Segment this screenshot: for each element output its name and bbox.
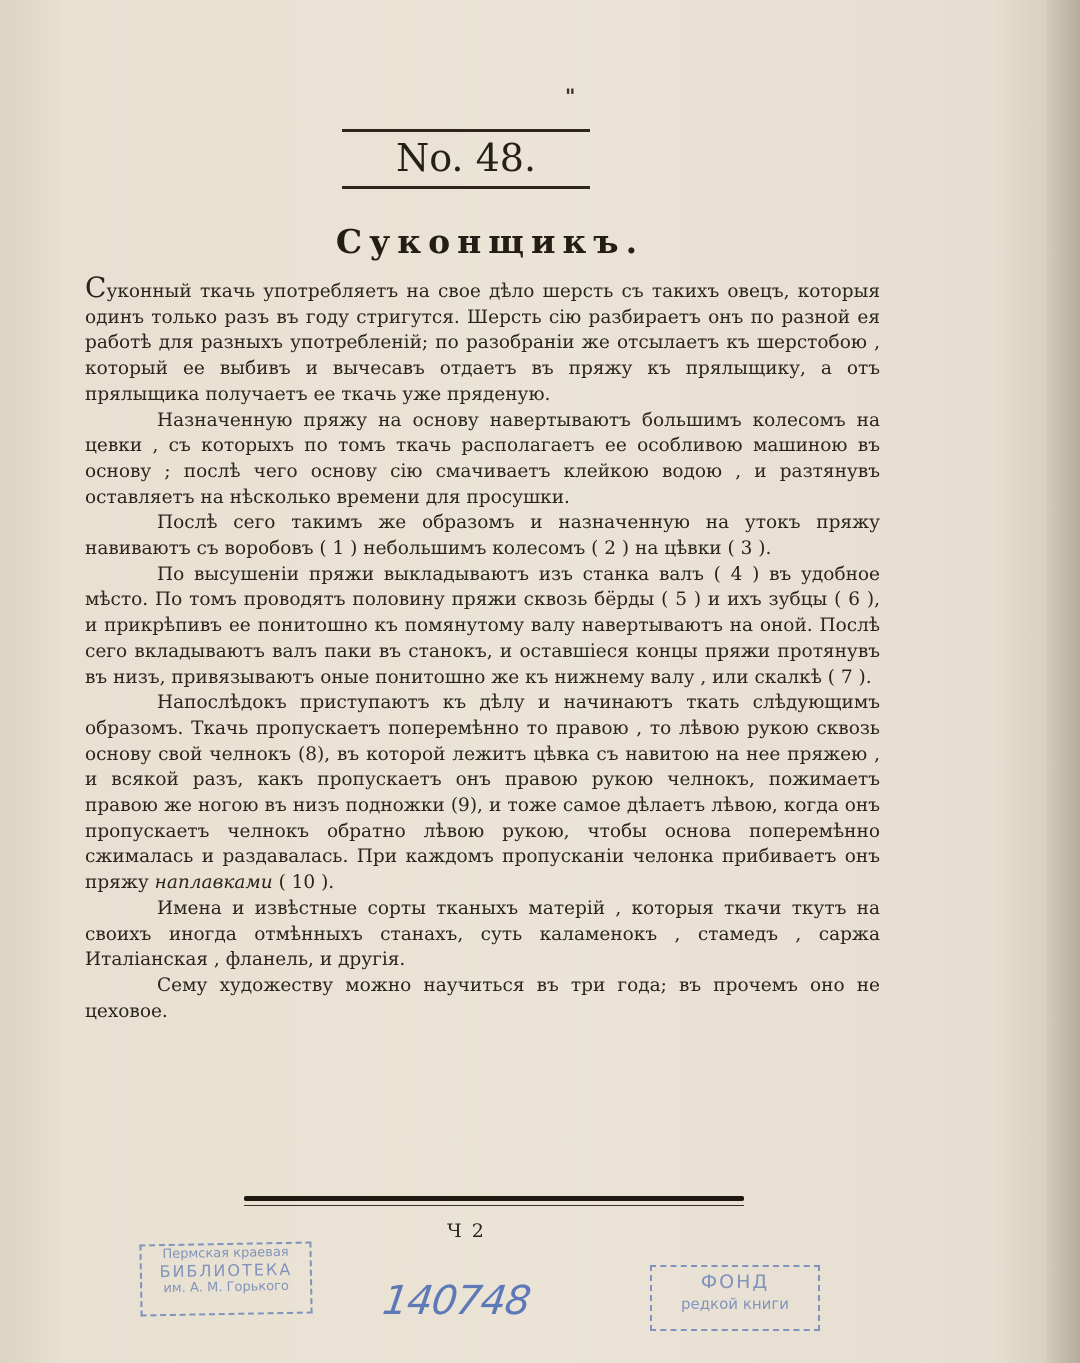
page-number-heading: No. 48. [395, 136, 537, 180]
stamp-line: им. А. М. Горького [163, 1278, 290, 1297]
rare-books-stamp [650, 1265, 820, 1331]
header-rule-bottom [342, 186, 590, 189]
footer-rule-thick [244, 1196, 744, 1201]
page-title: Суконщикъ. [335, 222, 645, 261]
paragraph-text: Напослѣдокъ приступаютъ къ дѣлу и начинаютъ ткать слѣдующимъ образомъ. Ткачь пропускаетъ поперемѣнно то правою , то лѣвою рукою сквозь основу свой челнокъ (8), въ которой лежитъ цѣвка съ навитою на нее пряжею , и всякой разъ, какъ пропускаетъ онъ правою рукою челнокъ, пожимаетъ правою же ногою въ низъ подножки (9), и тоже самое дѣлаетъ лѣвою, когда онъ пропускаетъ челнокъ обратно лѣвою рукою, чтобы основа поперемѣнно сжималась и раздавалась. При каждомъ пропусканіи челонка прибиваетъ онъ пряжу [85, 692, 880, 894]
paragraph-7: Сему художеству можно научиться въ три года; въ прочемъ оно не цеховое. [85, 974, 880, 1022]
paragraph-2: Назначенную пряжу на основу навертываютъ большимъ колесомъ на цевки , съ которыхъ по томъ ткачь располагаетъ ее особливою машиною въ основу ; послѣ чего основу сію смачиваетъ клейкою водою , и разтянувъ оставляетъ на нѣсколько времени для просушки. [85, 409, 880, 508]
drop-cap: С [85, 271, 107, 304]
article-body [85, 271, 880, 1024]
paragraph-3: Послѣ сего такимъ же образомъ и назначенную на утокъ пряжу навиваютъ съ воробовъ ( 1 ) небольшимъ колесомъ ( 2 ) на цѣвки ( 3 ). [85, 512, 880, 560]
page-edge [1046, 0, 1080, 1363]
italic-term: наплавками [154, 872, 273, 894]
paragraph-1 [85, 271, 880, 408]
paragraph-5 [85, 690, 880, 896]
paragraph-text: уконный ткачь употребляетъ на свое дѣло шерсть съ такихъ овецъ, которыя одинъ только разъ въ году стригутся. Шерсть сію разбираетъ онъ по разной ея работѣ для разныхъ употребленій; по разобраніи же отсылаетъ къ шерстобою , который ее выбивъ и вычесавъ отдаетъ въ пряжу къ прялыщику, а отъ прялыщика получаетъ ее ткачь уже пряденую. [85, 281, 880, 405]
paragraph-4: По высушеніи пряжи выкладываютъ изъ станка валъ ( 4 ) въ удобное мѣсто. По томъ проводятъ половину пряжи сквозь бёрды ( 5 ) и ихъ зубцы ( 6 ), и прикрѣпивъ ее понитошно къ помянутому валу навертываютъ на оной. Послѣ сего вкладываютъ валъ паки въ станокъ, и оставшіеся концы пряжи протянувъ въ низъ, привязываютъ оные понитошно же къ нижнему валу , или скалкѣ ( 7 ). [85, 563, 880, 688]
paragraph-tail: ( 10 ). [272, 872, 335, 894]
stamp-line: ФОНД [700, 1271, 770, 1293]
stamp-line: Пермская краевая [162, 1244, 289, 1263]
paragraph-6: Имена и извѣстные сорты тканыхъ матерій , которыя ткачи ткутъ на своихъ иногда отмѣнныхъ станахъ, суть каламенокъ , стамедъ , саржа Италіанская , фланель, и другія. [85, 897, 880, 971]
footer-rule-thin [244, 1205, 744, 1206]
stamp-line: редкой книги [680, 1295, 790, 1313]
signature-mark: Ч 2 [447, 1220, 486, 1242]
page-mark: " [565, 84, 576, 108]
library-stamp [139, 1242, 312, 1317]
inventory-number: 140748 [379, 1278, 533, 1324]
stamp-line: БИБЛИОТЕКА [159, 1259, 293, 1282]
